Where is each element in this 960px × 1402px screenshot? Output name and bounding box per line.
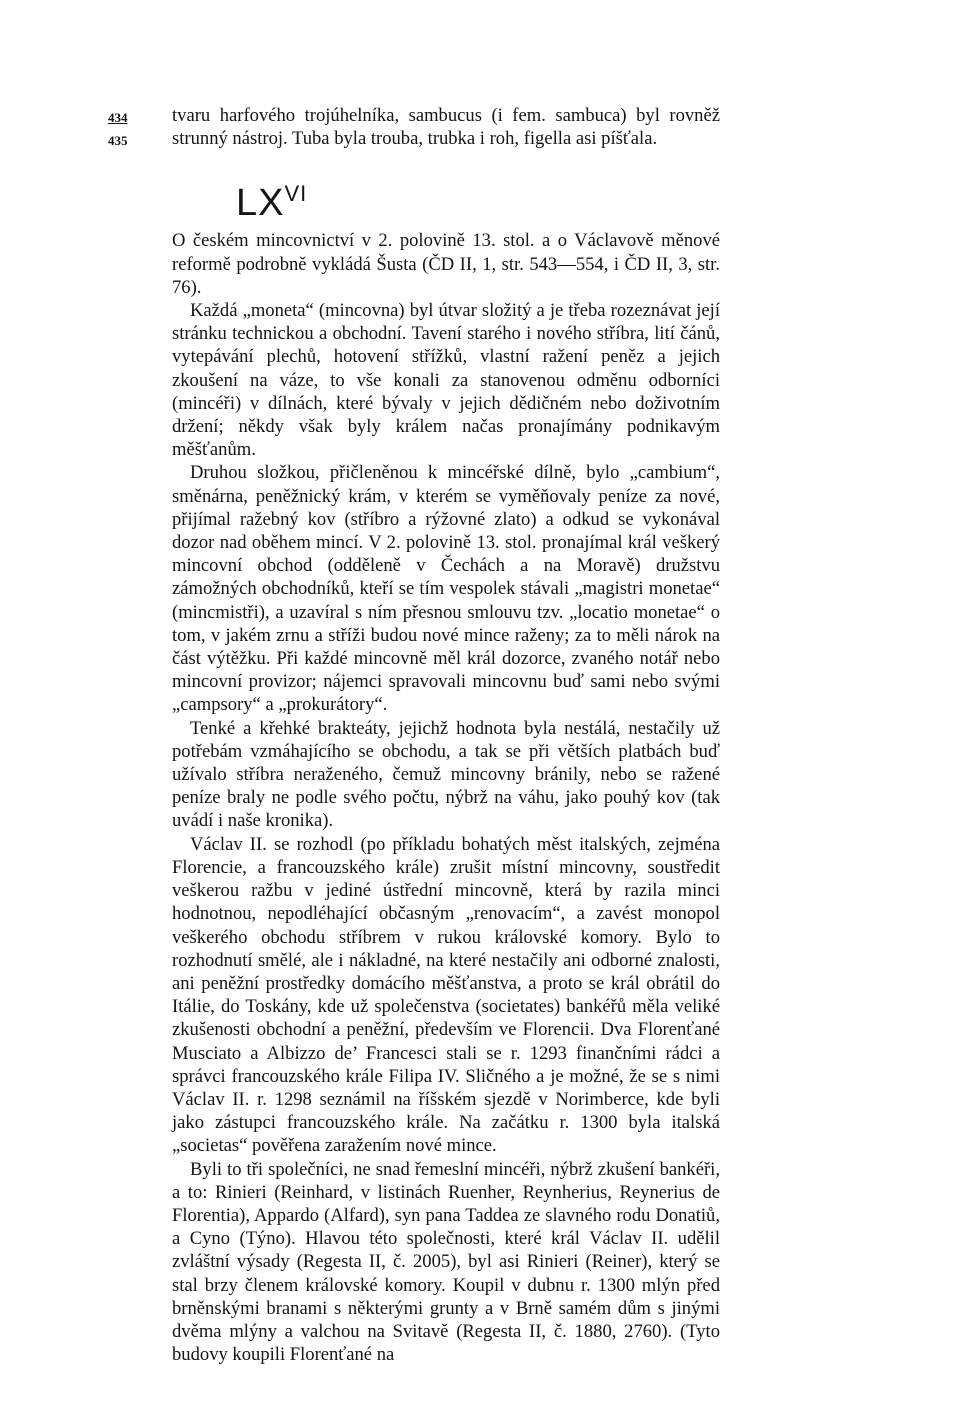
paragraph: Byli to tři společníci, ne snad řemeslní mincéři, nýbrž zkušení bankéři, a to: Rinieri (Reinhard, v listinách Ruenher, Reynherius, Reynerius de Florentia), Appardo (Alfard), syn pana Taddea ze slavného rodu Donatiů, a Cyno (Týno). Hlavou této společnosti, které král Václav II. udělil zvláštní výsady (Regesta II, č. 2005), byl asi Rinieri (Reiner), který se stal brzy členem královské komory. Koupil v dubnu r. 1300 mlýn před brněnskými branami s některými grunty a v Brně samém dům s jinými dvěma mlýny a valchou na Svitavě (Regesta II, č. 1880, 2760). (Tyto budovy koupili Florenťané na — [172, 1158, 720, 1366]
margin-number: 435 — [108, 133, 128, 148]
paragraph: Druhou složkou, přičleněnou k mincéřské dílně, bylo „cambium“, směnárna, peněžnický krám, v kterém se vyměňovaly peníze za nové, přijímal ražebný kov (stříbro a rýžovné zlato) a odkud se vykonával dozor nad oběhem mincí. V 2. polovině 13. stol. pronajímal král veškerý mincovní obchod (odděleně v Čechách a na Moravě) družstvu zámožných obchodníků, kteří se tím vespolek stávali „magistri monetae“ (mincmistři), a uzavíral s ním přesnou smlouvu tzv. „locatio monetae“ o tom, v jakém zrnu a stříži budou nové mince raženy; za to měli nárok na část výtěžku. Při každé mincovně měl král dozorce, zvaného notář nebo mincovní provizor; nájemci spravovali mincovnu buď sami nebo svými „campsory“ a „prokurátory“. — [172, 462, 720, 716]
paragraph: O českém mincovnictví v 2. polovině 13. stol. a o Václavově měnové reformě podrobně vykládá Šusta (ČD II, 1, str. 543—554, i ČD II, 3, str. 76). — [172, 230, 720, 298]
paragraph: Každá „moneta“ (mincovna) byl útvar složitý a je třeba rozeznávat její stránku technickou a obchodní. Tavení starého i nového stříbra, lití čánů, vytepávání plechů, hotovení střížků, vlastní ražení peněz a jejich zkoušení na váze, to vše konali za stanovenou odměnu odborníci (mincéři) v dílnách, které bývaly v jejich dědičném nebo doživotním držení; někdy však byly králem načas pronajímány podnikavým měšťanům. — [172, 300, 720, 461]
intro-paragraph: tvaru harfového trojúhelníka, sambucus (i fem. sambuca) byl rovněž strunný nástroj. Tuba byla trouba, trubka i roh, figella asi píšťala. — [172, 105, 720, 150]
body-text — [172, 104, 720, 1366]
chapter-heading — [236, 174, 720, 223]
chapter-number-sup: VI — [284, 181, 308, 207]
paragraph: Tenké a křehké brakteáty, jejichž hodnota byla nestálá, nestačily už potřebám vzmáhajícího se obchodu, a tak se při větších platbách buď užívalo stříbra neraženého, čemuž mincovny bránily, nebo se ražené peníze braly ne podle svého počtu, nýbrž na váhu, jako pouhý kov (tak uvádí i naše kronika). — [172, 717, 720, 832]
margin-number: 434 — [108, 110, 128, 125]
chapter-number: LX — [236, 182, 285, 225]
margin-page-numbers — [108, 106, 128, 152]
paragraph: Václav II. se rozhodl (po příkladu bohatých měst italských, zejména Florencie, a francouzského krále) zrušit místní mincovny, soustředit veškerou ražbu v jediné ústřední mincovně, která by razila minci hodnotnou, nepodléhající občasným „renovacím“, a zavést monopol veškerého obchodu stříbrem v rukou královské komory. Bylo to rozhodnutí smělé, ale i nákladné, na které nestačily ani odborné znalosti, ani peněžní prostředky domácího měšťanstva, a proto se král obrátil do Itálie, do Toskány, kde už společenstva (societates) bankéřů měla veliké zkušenosti obchodní a peněžní, především ve Florencii. Dva Florenťané Musciato a Albizzo de’ Francesci stali se r. 1293 finančními rádci a správci francouzského krále Filipa IV. Sličného a je možné, že se s nimi Václav II. r. 1298 seznámil na říšském sjezdě v Norimberce, kde byli jako zástupci francouzského krále. Na začátku r. 1300 byla italská „societas“ pověřena zaražením nové mince. — [172, 833, 720, 1157]
